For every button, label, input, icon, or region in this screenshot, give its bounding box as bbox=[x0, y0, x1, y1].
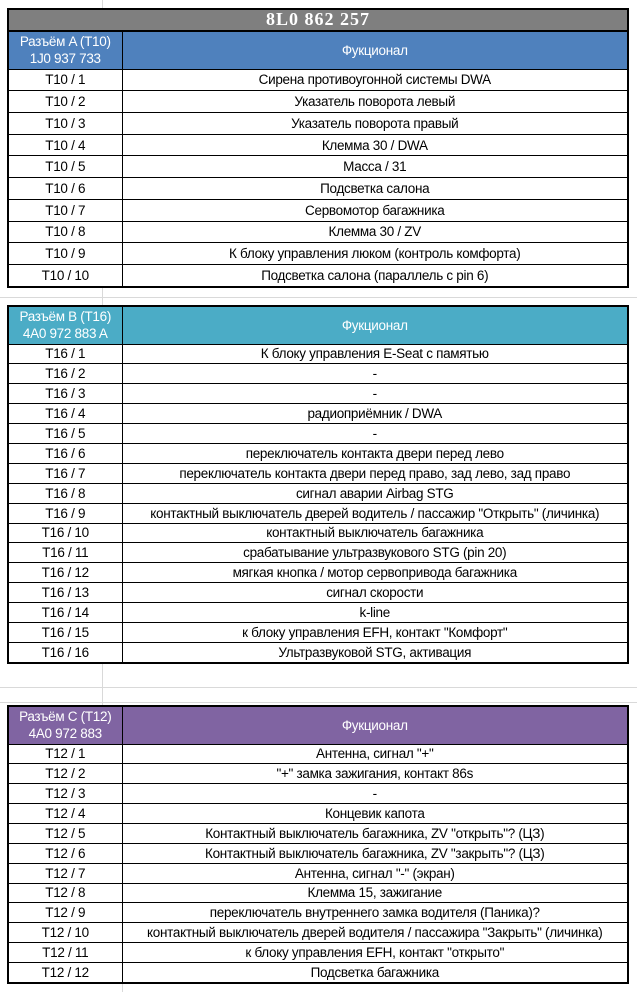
function-cell: Подсветка салона bbox=[122, 178, 628, 200]
function-cell: Сервомотор багажника bbox=[122, 199, 628, 221]
function-cell: Антенна, сигнал "+" bbox=[122, 744, 628, 764]
table-row bbox=[8, 764, 628, 784]
pin-cell: T10 / 9 bbox=[8, 243, 122, 265]
sheet-gap bbox=[0, 288, 637, 305]
gridline bbox=[102, 664, 103, 705]
table-row bbox=[8, 642, 628, 663]
function-cell: Ультразвуковой STG, активация bbox=[122, 642, 628, 663]
function-cell: - bbox=[122, 364, 628, 384]
function-cell: К блоку управления люком (контроль комфорта) bbox=[122, 243, 628, 265]
pin-cell: T16 / 6 bbox=[8, 443, 122, 463]
table-row bbox=[8, 483, 628, 503]
function-cell: переключатель контакта двери перед лево bbox=[122, 443, 628, 463]
function-cell: К блоку управления E-Seat с памятью bbox=[122, 344, 628, 364]
connector-part-number: 4A0 972 883 bbox=[28, 726, 102, 742]
gridline bbox=[102, 0, 103, 8]
pin-cell: T12 / 2 bbox=[8, 764, 122, 784]
function-cell: переключатель контакта двери перед право, зад лево, зад право bbox=[122, 463, 628, 483]
pin-cell: T16 / 15 bbox=[8, 622, 122, 642]
pin-cell: T12 / 1 bbox=[8, 744, 122, 764]
function-cell: радиоприёмник / DWA bbox=[122, 404, 628, 424]
connector-header-row bbox=[8, 31, 628, 69]
table-row bbox=[8, 91, 628, 113]
pin-cell: T10 / 10 bbox=[8, 264, 122, 287]
function-cell: Клемма 30 / DWA bbox=[122, 134, 628, 156]
function-cell: Подсветка салона (параллель с pin 6) bbox=[122, 264, 628, 287]
table-row bbox=[8, 199, 628, 221]
function-cell: сигнал аварии Airbag STG bbox=[122, 483, 628, 503]
pin-cell: T16 / 5 bbox=[8, 424, 122, 444]
function-cell: - bbox=[122, 384, 628, 404]
table-row bbox=[8, 364, 628, 384]
pin-cell: T12 / 10 bbox=[8, 923, 122, 943]
pin-cell: T16 / 4 bbox=[8, 404, 122, 424]
pin-cell: T16 / 12 bbox=[8, 563, 122, 583]
table-row bbox=[8, 804, 628, 824]
connector-table-b bbox=[7, 305, 629, 664]
table-row bbox=[8, 823, 628, 843]
gridline bbox=[0, 702, 637, 703]
pin-cell: T12 / 11 bbox=[8, 943, 122, 963]
pin-cell: T12 / 9 bbox=[8, 903, 122, 923]
table-row bbox=[8, 962, 628, 983]
pin-cell: T10 / 4 bbox=[8, 134, 122, 156]
table-row bbox=[8, 264, 628, 287]
function-cell: контактный выключатель багажника bbox=[122, 523, 628, 543]
function-cell: сигнал скорости bbox=[122, 583, 628, 603]
pin-cell: T10 / 2 bbox=[8, 91, 122, 113]
function-cell: к блоку управления EFH, контакт "открыто" bbox=[122, 943, 628, 963]
connector-section-a bbox=[7, 30, 629, 288]
function-cell: Клемма 30 / ZV bbox=[122, 221, 628, 243]
connector-name: Разъём B (T16) bbox=[19, 309, 112, 325]
table-row bbox=[8, 404, 628, 424]
table-row bbox=[8, 843, 628, 863]
connector-part-number: 4A0 972 883 A bbox=[22, 326, 108, 342]
gridline bbox=[122, 984, 123, 992]
pin-cell: T16 / 14 bbox=[8, 603, 122, 623]
pin-cell: T10 / 3 bbox=[8, 112, 122, 134]
function-cell: контактный выключатель дверей водителя / пассажира "Закрыть" (личинка) bbox=[122, 923, 628, 943]
sheet-bottom-margin bbox=[0, 984, 637, 992]
connector-header-row bbox=[8, 706, 628, 744]
function-column-header: Фукционал bbox=[122, 31, 628, 69]
table-row bbox=[8, 156, 628, 178]
table-row bbox=[8, 563, 628, 583]
table-row bbox=[8, 923, 628, 943]
function-column-header: Фукционал bbox=[122, 706, 628, 744]
function-cell: "+" замка зажигания, контакт 86s bbox=[122, 764, 628, 784]
pin-cell: T10 / 8 bbox=[8, 221, 122, 243]
function-cell: - bbox=[122, 784, 628, 804]
table-row bbox=[8, 943, 628, 963]
connector-name-cell bbox=[8, 31, 122, 69]
table-row bbox=[8, 384, 628, 404]
connector-table-c bbox=[7, 705, 629, 984]
connector-section-c bbox=[7, 705, 629, 984]
pin-cell: T16 / 16 bbox=[8, 642, 122, 663]
function-cell: - bbox=[122, 424, 628, 444]
function-cell: срабатывание ультразвукового STG (pin 20) bbox=[122, 543, 628, 563]
pin-cell: T10 / 7 bbox=[8, 199, 122, 221]
function-cell: Антенна, сигнал "-" (экран) bbox=[122, 863, 628, 883]
table-row bbox=[8, 784, 628, 804]
function-cell: Концевик капота bbox=[122, 804, 628, 824]
function-cell: Контактный выключатель багажника, ZV "закрыть"? (ЦЗ) bbox=[122, 843, 628, 863]
pin-cell: T10 / 6 bbox=[8, 178, 122, 200]
pin-cell: T16 / 8 bbox=[8, 483, 122, 503]
connector-section-b bbox=[7, 305, 629, 664]
page-title: 8L0 862 257 bbox=[7, 8, 629, 32]
connector-name-cell bbox=[8, 706, 122, 744]
pin-cell: T12 / 5 bbox=[8, 823, 122, 843]
pin-cell: T12 / 12 bbox=[8, 962, 122, 983]
function-cell: k-line bbox=[122, 603, 628, 623]
sheet-gap bbox=[0, 664, 637, 705]
function-cell: мягкая кнопка / мотор сервопривода багажника bbox=[122, 563, 628, 583]
connector-table-a bbox=[7, 30, 629, 288]
pin-cell: T16 / 10 bbox=[8, 523, 122, 543]
pin-cell: T12 / 4 bbox=[8, 804, 122, 824]
table-row bbox=[8, 883, 628, 903]
connector-part-number: 1J0 937 733 bbox=[29, 51, 101, 67]
table-row bbox=[8, 178, 628, 200]
table-row bbox=[8, 443, 628, 463]
table-row bbox=[8, 903, 628, 923]
table-row bbox=[8, 622, 628, 642]
table-row bbox=[8, 243, 628, 265]
table-row bbox=[8, 463, 628, 483]
function-cell: Сирена противоугонной системы DWA bbox=[122, 69, 628, 91]
sheet-top-margin bbox=[0, 0, 637, 8]
table-row bbox=[8, 69, 628, 91]
table-row bbox=[8, 503, 628, 523]
pin-cell: T12 / 6 bbox=[8, 843, 122, 863]
table-row bbox=[8, 863, 628, 883]
pin-cell: T12 / 7 bbox=[8, 863, 122, 883]
pin-cell: T16 / 11 bbox=[8, 543, 122, 563]
table-row bbox=[8, 424, 628, 444]
function-cell: Клемма 15, зажигание bbox=[122, 883, 628, 903]
table-row bbox=[8, 112, 628, 134]
function-cell: Подсветка багажника bbox=[122, 962, 628, 983]
table-row bbox=[8, 221, 628, 243]
table-row bbox=[8, 603, 628, 623]
pin-cell: T16 / 7 bbox=[8, 463, 122, 483]
function-cell: контактный выключатель дверей водитель / пассажир "Открыть" (личинка) bbox=[122, 503, 628, 523]
pin-cell: T10 / 1 bbox=[8, 69, 122, 91]
pin-cell: T10 / 5 bbox=[8, 156, 122, 178]
pin-cell: T12 / 8 bbox=[8, 883, 122, 903]
pin-cell: T16 / 13 bbox=[8, 583, 122, 603]
function-cell: Масса / 31 bbox=[122, 156, 628, 178]
pin-cell: T16 / 3 bbox=[8, 384, 122, 404]
function-column-header: Фукционал bbox=[122, 306, 628, 344]
pin-cell: T12 / 3 bbox=[8, 784, 122, 804]
connector-name: Разъём A (T10) bbox=[19, 34, 111, 50]
function-cell: переключатель внутреннего замка водителя (Паника)? bbox=[122, 903, 628, 923]
function-cell: Указатель поворота правый bbox=[122, 112, 628, 134]
function-cell: к блоку управления EFH, контакт "Комфорт" bbox=[122, 622, 628, 642]
table-row bbox=[8, 543, 628, 563]
pin-cell: T16 / 1 bbox=[8, 344, 122, 364]
table-row bbox=[8, 523, 628, 543]
table-row bbox=[8, 583, 628, 603]
gridline bbox=[0, 297, 637, 298]
connector-name: Разъём C (T12) bbox=[19, 709, 112, 725]
function-cell: Контактный выключатель багажника, ZV "открыть"? (ЦЗ) bbox=[122, 823, 628, 843]
table-row bbox=[8, 134, 628, 156]
connector-header-row bbox=[8, 306, 628, 344]
table-row bbox=[8, 744, 628, 764]
connector-name-cell bbox=[8, 306, 122, 344]
table-row bbox=[8, 344, 628, 364]
gridline bbox=[102, 288, 103, 305]
gridline bbox=[0, 687, 637, 688]
pin-cell: T16 / 2 bbox=[8, 364, 122, 384]
pin-cell: T16 / 9 bbox=[8, 503, 122, 523]
function-cell: Указатель поворота левый bbox=[122, 91, 628, 113]
